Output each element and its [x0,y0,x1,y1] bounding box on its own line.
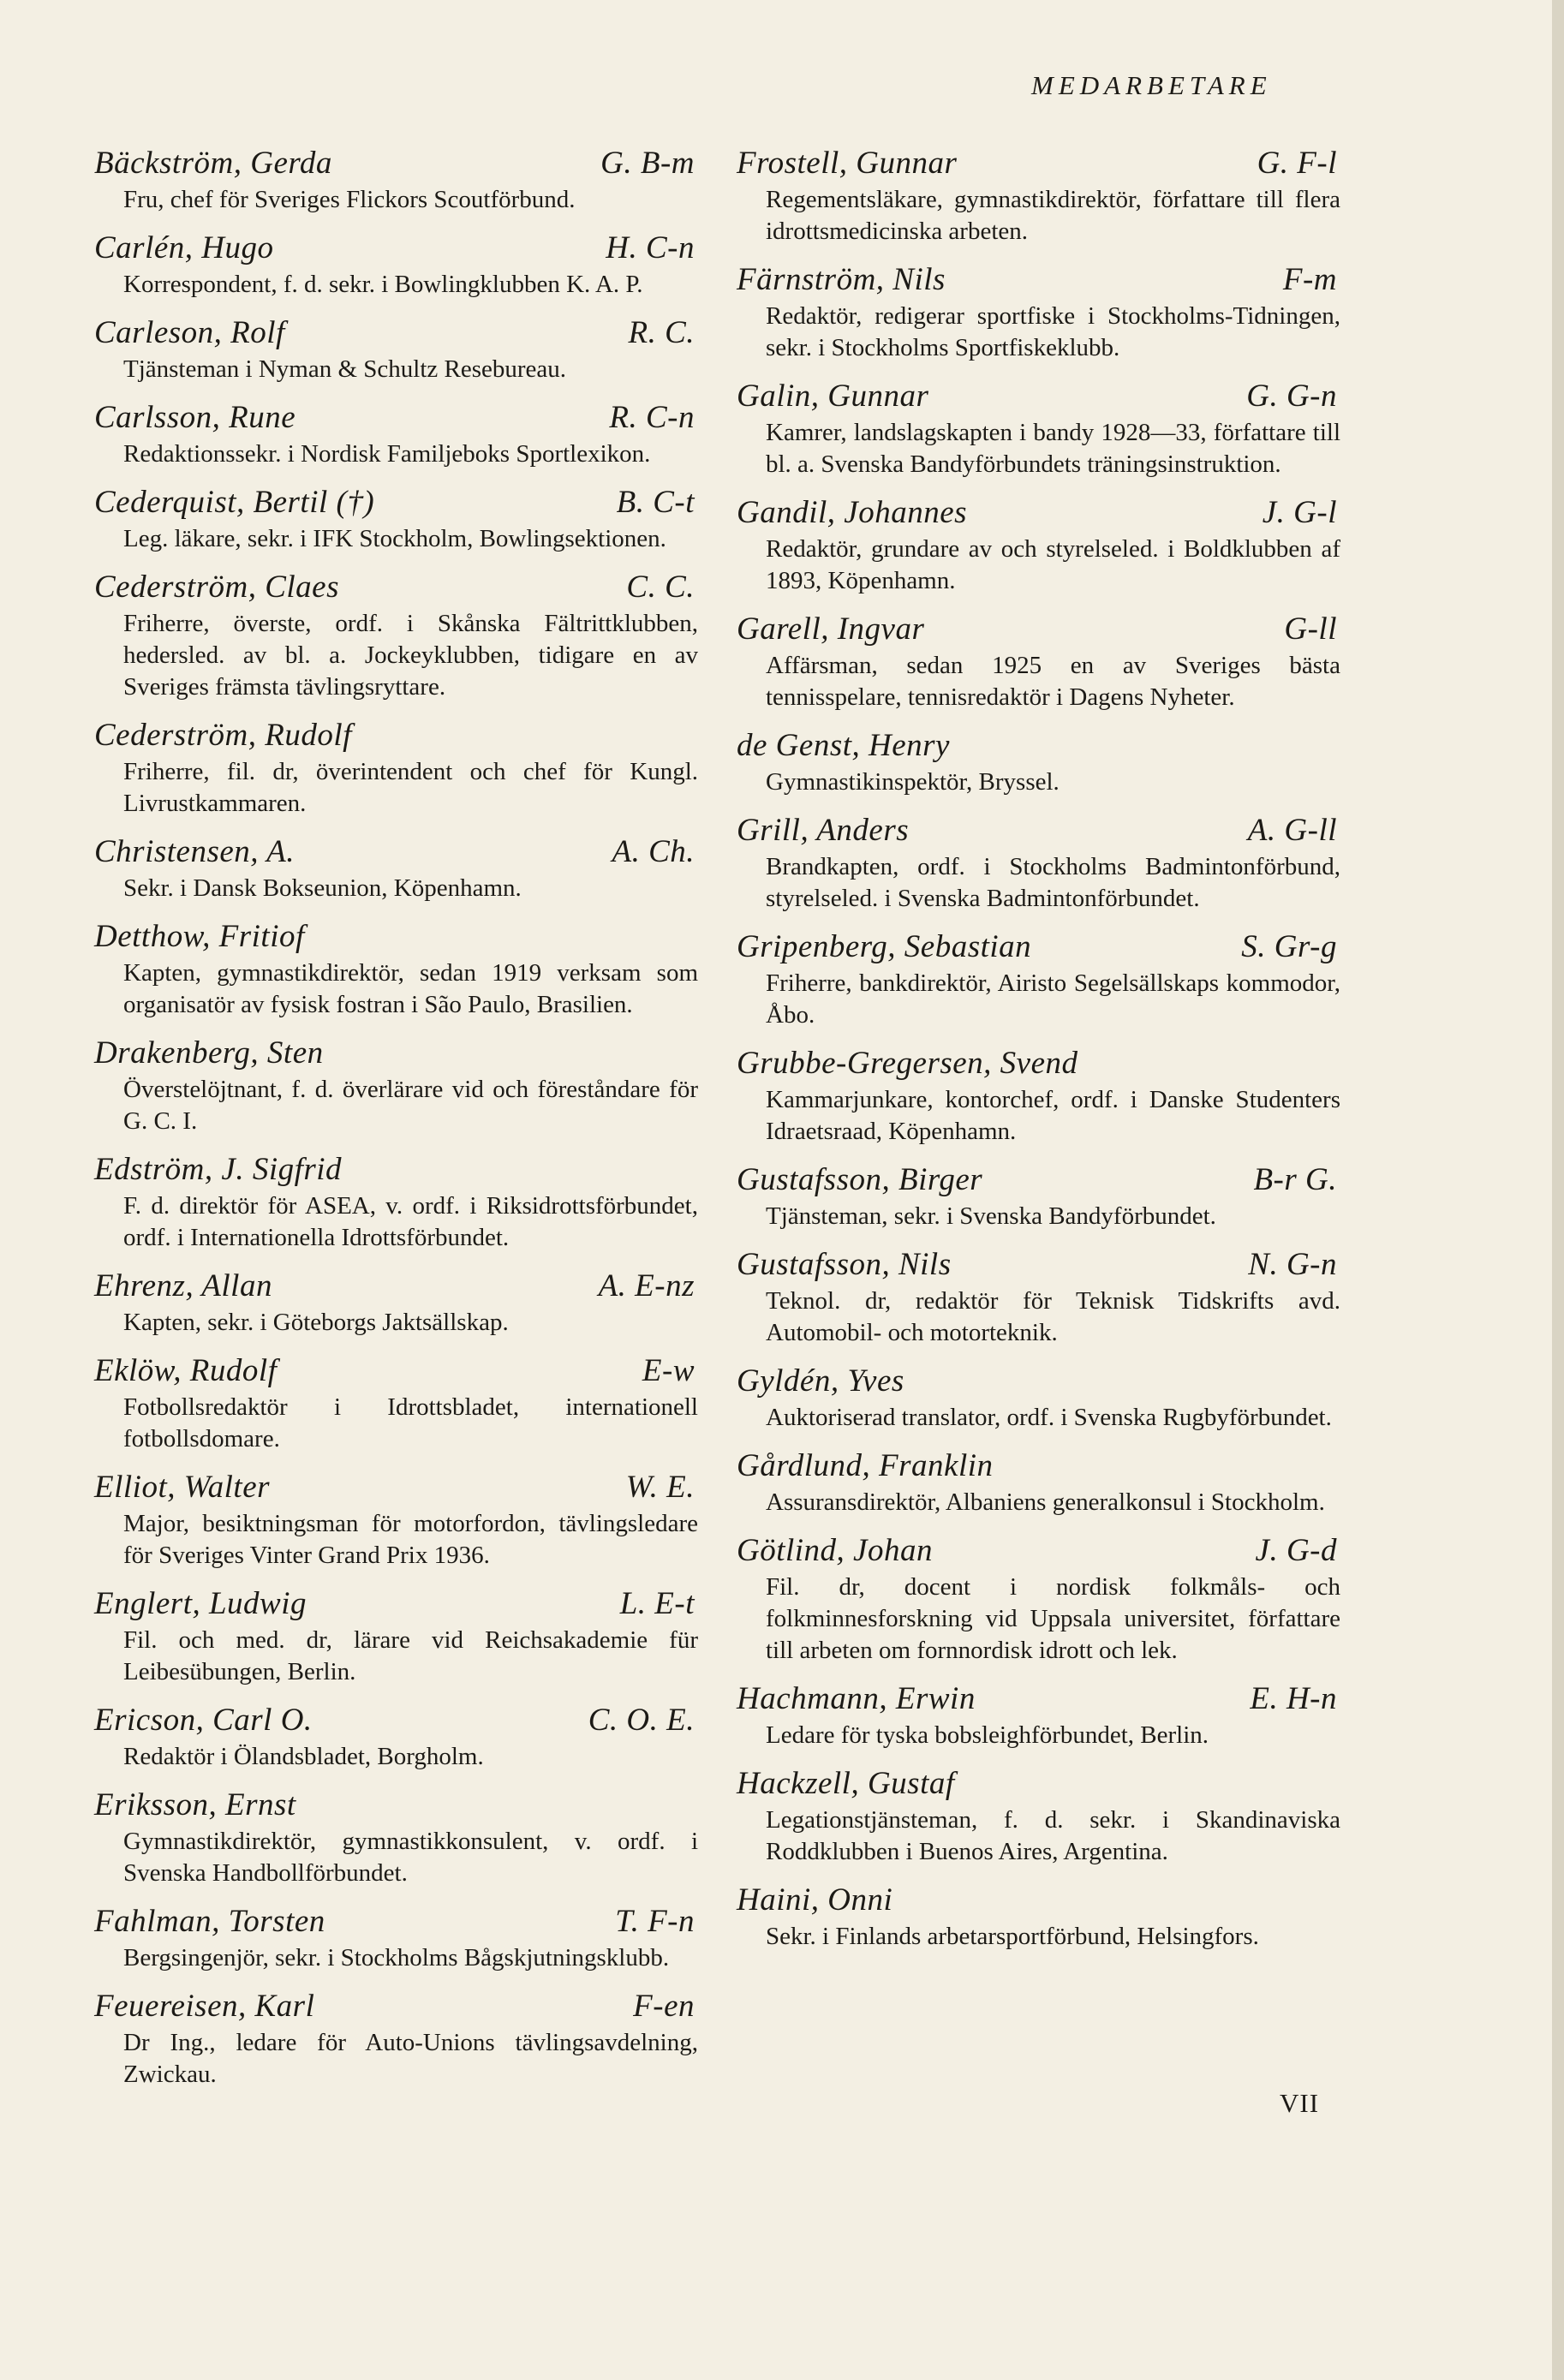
entry-heading [737,146,1340,182]
entry-heading [94,1152,698,1188]
contributor-signature: C. C. [626,570,695,605]
entry-heading [737,1162,1340,1198]
entry-heading [737,611,1340,647]
contributor-name: Bäckström, Gerda [94,146,332,181]
contributor-entry [94,1787,698,1889]
contributor-entry [737,611,1340,713]
contributor-description: Gymnastikdirektör, gymnastikkonsulent, v. ordf. i Svenska Handbollförbundet. [123,1828,698,1887]
contributor-signature: H. C-n [606,230,695,265]
contributor-entry [94,146,698,216]
entry-heading [94,230,698,266]
contributor-entry [737,1882,1340,1953]
contributor-description: Fil. och med. dr, lärare vid Reichsakademie für Leibesübungen, Berlin. [123,1626,698,1685]
contributor-description: Korrespondent, f. d. sekr. i Bowlingklubben K. A. P. [123,271,643,298]
contributor-description: Auktoriserad translator, ordf. i Svenska Rugbyförbundet. [766,1404,1332,1431]
contributor-entry [737,262,1340,364]
contributor-signature: E. H-n [1250,1681,1337,1716]
entry-heading [737,262,1340,298]
entry-heading [94,1035,698,1071]
contributor-signature: G. F-l [1257,146,1337,181]
contributor-entry [94,1152,698,1254]
contributor-entry [94,718,698,820]
entry-heading [737,1882,1340,1918]
contributor-name: Färnström, Nils [737,262,946,297]
contributor-signature: G-ll [1284,611,1337,647]
contributor-name: Hachmann, Erwin [737,1681,976,1716]
contributor-signature: W. E. [625,1470,695,1505]
contributor-signature: A. G-ll [1247,813,1337,848]
contributor-entry [737,1046,1340,1148]
contributor-signature: A. Ch. [612,834,695,869]
entry-heading [94,1703,698,1739]
contributor-entry [94,919,698,1021]
entry-heading [94,1353,698,1389]
contributor-entry [737,1162,1340,1232]
entry-heading [94,1586,698,1622]
entry-heading [737,1247,1340,1283]
contributor-description: Redaktör, redigerar sportfiske i Stockholms-Tidningen, sekr. i Stockholms Sportfiskeklubb. [766,302,1340,361]
entry-heading [94,1787,698,1823]
contributor-description: Överstelöjtnant, f. d. överlärare vid och föreståndare för G. C. I. [123,1076,698,1135]
contributor-entry [94,485,698,555]
contributor-signature: B. C-t [616,485,695,520]
contributor-name: Edström, J. Sigfrid [94,1152,343,1187]
entry-heading [737,1046,1340,1082]
entry-heading [94,400,698,436]
contributor-name: Grill, Anders [737,813,910,848]
contributor-entry [737,813,1340,915]
contributor-description: Tjänsteman i Nyman & Schultz Resebureau. [123,355,567,383]
contributor-name: Elliot, Walter [94,1470,271,1505]
contributor-entry [737,379,1340,480]
contributor-signature: R. C-n [609,400,695,435]
contributor-entry [94,834,698,904]
contributor-signature: S. Gr-g [1241,929,1337,964]
contributor-name: Gandil, Johannes [737,495,968,530]
contributor-entry [737,495,1340,597]
contributor-name: Grubbe-Gregersen, Svend [737,1046,1078,1081]
contributor-name: Eriksson, Ernst [94,1787,296,1822]
entry-heading [737,813,1340,849]
contributor-entry [737,1448,1340,1518]
contributor-name: Garell, Ingvar [737,611,925,647]
contributor-description: Kamrer, landslagskapten i bandy 1928—33, författare till bl. a. Svenska Bandyförbundets träningsinstruktion. [766,419,1340,478]
contributor-description: Sekr. i Dansk Bokseunion, Köpenhamn. [123,874,522,902]
entry-heading [94,1989,698,2025]
entry-heading [737,728,1340,764]
contributor-entry [737,1681,1340,1751]
entry-heading [94,315,698,351]
contributor-name: Drakenberg, Sten [94,1035,324,1071]
contributor-signature: C. O. E. [588,1703,695,1738]
contributor-entry [94,1353,698,1455]
contributor-name: Gårdlund, Franklin [737,1448,994,1483]
contributor-entry [737,728,1340,798]
entry-heading [94,919,698,955]
contributor-entry [737,1766,1340,1868]
contributor-signature: E-w [642,1353,695,1388]
contributor-signature: B-r G. [1253,1162,1337,1197]
contributor-description: Fotbollsredaktör i Idrottsbladet, internationell fotbollsdomare. [123,1393,698,1452]
contributor-description: Brandkapten, ordf. i Stockholms Badmintonförbund, styrelseled. i Svenska Badmintonförbundet. [766,853,1340,912]
contributor-name: Ehrenz, Allan [94,1268,272,1303]
contributor-signature: R. C. [628,315,695,350]
right-column [737,146,1340,1967]
contributor-description: Affärsman, sedan 1925 en av Sveriges bästa tennisspelare, tennisredaktör i Dagens Nyheter. [766,652,1340,711]
entry-heading [94,485,698,521]
contributor-entry [94,1703,698,1773]
contributor-signature: G. B-m [600,146,695,181]
contributor-description: Kammarjunkare, kontorchef, ordf. i Danske Studenters Idraetsraad, Köpenhamn. [766,1086,1340,1145]
entry-heading [94,718,698,754]
contributor-name: Feuereisen, Karl [94,1989,315,2024]
contributor-description: Redaktör, grundare av och styrelseled. i Boldklubben af 1893, Köpenhamn. [766,535,1340,594]
contributor-description: Ledare för tyska bobsleighförbundet, Berlin. [766,1721,1209,1749]
contributor-entry [737,146,1340,248]
contributor-entry [94,315,698,385]
contributor-signature: F-en [633,1989,695,2024]
contributor-entry [94,1904,698,1974]
contributor-entry [737,1363,1340,1434]
contributor-name: Götlind, Johan [737,1533,933,1568]
contributor-signature: L. E-t [619,1586,695,1621]
contributor-description: Teknol. dr, redaktör för Teknisk Tidskrifts avd. Automobil- och motorteknik. [766,1287,1340,1346]
contributor-name: Englert, Ludwig [94,1586,307,1621]
contributor-entry [94,1268,698,1339]
contributor-name: Hackzell, Gustaf [737,1766,955,1801]
contributor-description: Friherre, fil. dr, överintendent och chef för Kungl. Livrustkammaren. [123,758,698,817]
entry-heading [94,834,698,870]
contributor-description: Fru, chef för Sveriges Flickors Scoutförbund. [123,186,576,213]
contributor-signature: T. F-n [615,1904,695,1939]
contributor-name: Eklöw, Rudolf [94,1353,278,1388]
contributor-signature: F-m [1282,262,1337,297]
contributor-name: Cederquist, Bertil (†) [94,485,375,520]
contributor-signature: A. E-nz [598,1268,695,1303]
contributor-signature: J. G-d [1255,1533,1337,1568]
contributor-name: Carlsson, Rune [94,400,296,435]
contributor-name: Gyldén, Yves [737,1363,904,1399]
contributor-signature: G. G-n [1246,379,1337,414]
left-column [94,146,698,2105]
entry-heading [737,929,1340,965]
contributor-description: Assuransdirektör, Albaniens generalkonsul i Stockholm. [766,1488,1325,1516]
contributor-name: Ericson, Carl O. [94,1703,313,1738]
contributor-entry [737,1533,1340,1667]
entry-heading [737,1363,1340,1399]
contributor-description: Major, besiktningsman för motorfordon, tävlingsledare för Sveriges Vinter Grand Prix 1936. [123,1510,698,1569]
contributor-description: Fil. dr, docent i nordisk folkmåls- och folkminnesforskning vid Uppsala universitet, författare till arbeten om fornnordisk idrott och lek. [766,1573,1340,1664]
contributor-entry [94,570,698,703]
contributor-signature: J. G-l [1262,495,1337,530]
contributor-entry [94,1586,698,1688]
contributor-name: Carleson, Rolf [94,315,285,350]
contributor-entry [94,1470,698,1572]
entry-heading [94,570,698,605]
contributor-description: Bergsingenjör, sekr. i Stockholms Bågskjutningsklubb. [123,1944,670,1971]
contributor-description: Leg. läkare, sekr. i IFK Stockholm, Bowlingsektionen. [123,525,666,552]
contributor-description: Kapten, sekr. i Göteborgs Jaktsällskap. [123,1309,509,1336]
contributor-description: Gymnastikinspektör, Bryssel. [766,768,1060,796]
entry-heading [94,1904,698,1940]
page-number: VII [1280,2088,1320,2118]
entry-heading [737,379,1340,415]
contributor-name: Carlén, Hugo [94,230,274,265]
contributor-description: Redaktör i Ölandsbladet, Borgholm. [123,1743,484,1770]
contributor-name: Detthow, Fritiof [94,919,305,954]
contributor-name: Galin, Gunnar [737,379,929,414]
contributor-name: Cederström, Rudolf [94,718,352,753]
contributor-description: Kapten, gymnastikdirektör, sedan 1919 verksam som organisatör av fysisk fostran i São Paulo, Brasilien. [123,959,698,1018]
contributor-description: Friherre, bankdirektör, Airisto Segelsällskaps kommodor, Åbo. [766,969,1340,1029]
contributor-name: Gustafsson, Nils [737,1247,952,1282]
contributor-description: Dr Ing., ledare för Auto-Unions tävlingsavdelning, Zwickau. [123,2029,698,2088]
contributor-description: Friherre, överste, ordf. i Skånska Fältrittklubben, hedersled. av bl. a. Jockeyklubben, tidigare en av Sveriges främsta tävlingsryttare. [123,610,698,701]
contributor-description: Sekr. i Finlands arbetarsportförbund, Helsingfors. [766,1923,1259,1950]
contributor-description: Regementsläkare, gymnastikdirektör, författare till flera idrottsmedicinska arbeten. [766,186,1340,245]
entry-heading [737,1681,1340,1717]
contributor-name: Cederström, Claes [94,570,339,605]
contributor-description: Tjänsteman, sekr. i Svenska Bandyförbundet. [766,1202,1216,1230]
contributor-description: Redaktionssekr. i Nordisk Familjeboks Sportlexikon. [123,440,651,468]
entry-heading [94,146,698,182]
contributor-name: de Genst, Henry [737,728,950,763]
contributor-entry [94,1035,698,1137]
contributor-entry [94,400,698,470]
contributor-name: Haini, Onni [737,1882,893,1918]
contributor-name: Christensen, A. [94,834,295,869]
contributor-name: Fahlman, Torsten [94,1904,325,1939]
entry-heading [737,1766,1340,1802]
entry-heading [94,1470,698,1506]
running-head: MEDARBETARE [1031,70,1272,100]
contributor-entry [737,1247,1340,1349]
entry-heading [94,1268,698,1304]
contributor-name: Frostell, Gunnar [737,146,958,181]
contributor-name: Gripenberg, Sebastian [737,929,1032,964]
entry-heading [737,1533,1340,1569]
contributor-description: F. d. direktör för ASEA, v. ordf. i Riksidrottsförbundet, ordf. i Internationella Idrottsförbundet. [123,1192,698,1251]
contributor-signature: N. G-n [1248,1247,1337,1282]
contributor-description: Legationstjänsteman, f. d. sekr. i Skandinaviska Roddklubben i Buenos Aires, Argentina. [766,1806,1340,1865]
contributor-entry [94,230,698,301]
page-edge [1552,0,1564,2380]
contributor-name: Gustafsson, Birger [737,1162,983,1197]
entry-heading [737,495,1340,531]
contributor-entry [94,1989,698,2091]
entry-heading [737,1448,1340,1484]
contributor-entry [737,929,1340,1031]
